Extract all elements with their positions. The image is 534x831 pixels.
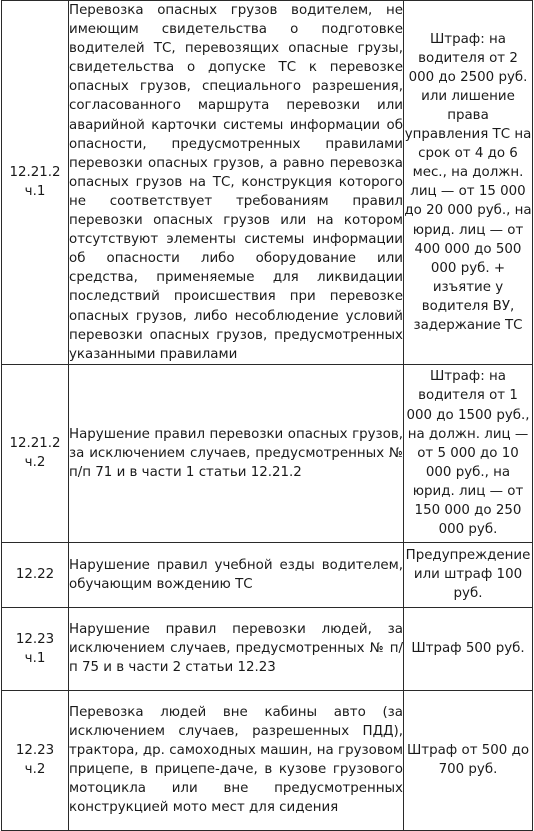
article-number: 12.21.2 ч.2	[9, 436, 61, 471]
penalty-text: Штраф: на водителя от 1 000 до 1500 руб., на должн. лиц — от 5 000 до 10 000 руб., на юрид. лиц — от 150 000 до 250 000 руб.	[406, 369, 530, 538]
violation-cell	[69, 364, 404, 542]
table-row	[2, 542, 533, 607]
table-row	[2, 364, 533, 542]
penalty-text: Штраф: на водителя от 2 000 до 2500 руб. или лишение права управления ТС на срок от 4 до 6 мес., на должн. лиц — от 15 000 до 20 000 руб., на юрид. лиц — от 400 000 до 500 000 руб. + изъятие у водителя ВУ, задержание ТС	[404, 31, 532, 334]
article-cell	[2, 607, 69, 690]
article-number: 12.23 ч.2	[15, 743, 55, 778]
violation-text: Нарушение правил учебной езды водителем, обучающим вождению ТС	[69, 557, 403, 592]
violation-cell	[69, 690, 404, 830]
penalty-cell	[404, 542, 533, 607]
table-row	[2, 690, 533, 830]
article-number: 12.23 ч.1	[15, 631, 55, 666]
violation-text: Нарушение правил перевозки людей, за исключением случаев, предусмотренных № п/п 75 и в части 2 статьи 12.23	[69, 622, 403, 676]
article-number: 12.22	[15, 567, 55, 583]
violation-cell	[69, 1, 404, 365]
fines-table	[1, 0, 533, 831]
violation-text: Перевозка опасных грузов водителем, не имеющим свидетельства о подготовке водителей ТС, перевозящих опасные грузы, свидетельства о допуске ТС к перевозке опасных грузов, специального разрешения, согласованного маршрута перевозки или аварийной карточки системы информации об опасности, предусмотренных правилами перевозки опасных грузов, а равно перевозка опасных грузов на ТС, конструкция которого не соответствует требованиям правил перевозки опасных грузов или на котором отсутствуют элементы системы информации об опасности либо оборудование или средства, применяемые для ликвидации последствий происшествия при перевозке опасных грузов, либо несоблюдение условий перевозки опасных грузов, предусмотренных указанными правилами	[69, 3, 403, 362]
violation-cell	[69, 607, 404, 690]
article-cell	[2, 1, 69, 365]
violation-text: Перевозка людей вне кабины авто (за исключением случаев, разрешенных ПДД), трактора, др. самоходных машин, на грузовом прицепе, в прицепе-даче, в кузове грузового мотоцикла или вне предусмотренных конструкцией мото мест для сидения	[69, 705, 403, 816]
violation-text: Нарушение правил перевозки опасных грузов, за исключением случаев, предусмотренных № п/п 71 и в части 1 статьи 12.21.2	[69, 426, 403, 480]
penalty-cell	[404, 607, 533, 690]
penalty-text: Предупреждение или штраф 100 руб.	[405, 548, 531, 602]
article-cell	[2, 690, 69, 830]
article-cell	[2, 364, 69, 542]
penalty-cell	[404, 1, 533, 365]
penalty-text: Штраф от 500 до 700 руб.	[406, 743, 530, 778]
violation-cell	[69, 542, 404, 607]
article-cell	[2, 542, 69, 607]
article-number: 12.21.2 ч.1	[9, 165, 61, 200]
table-row	[2, 1, 533, 365]
penalty-cell	[404, 690, 533, 830]
table-row	[2, 607, 533, 690]
penalty-cell	[404, 364, 533, 542]
penalty-text: Штраф 500 руб.	[411, 641, 525, 657]
